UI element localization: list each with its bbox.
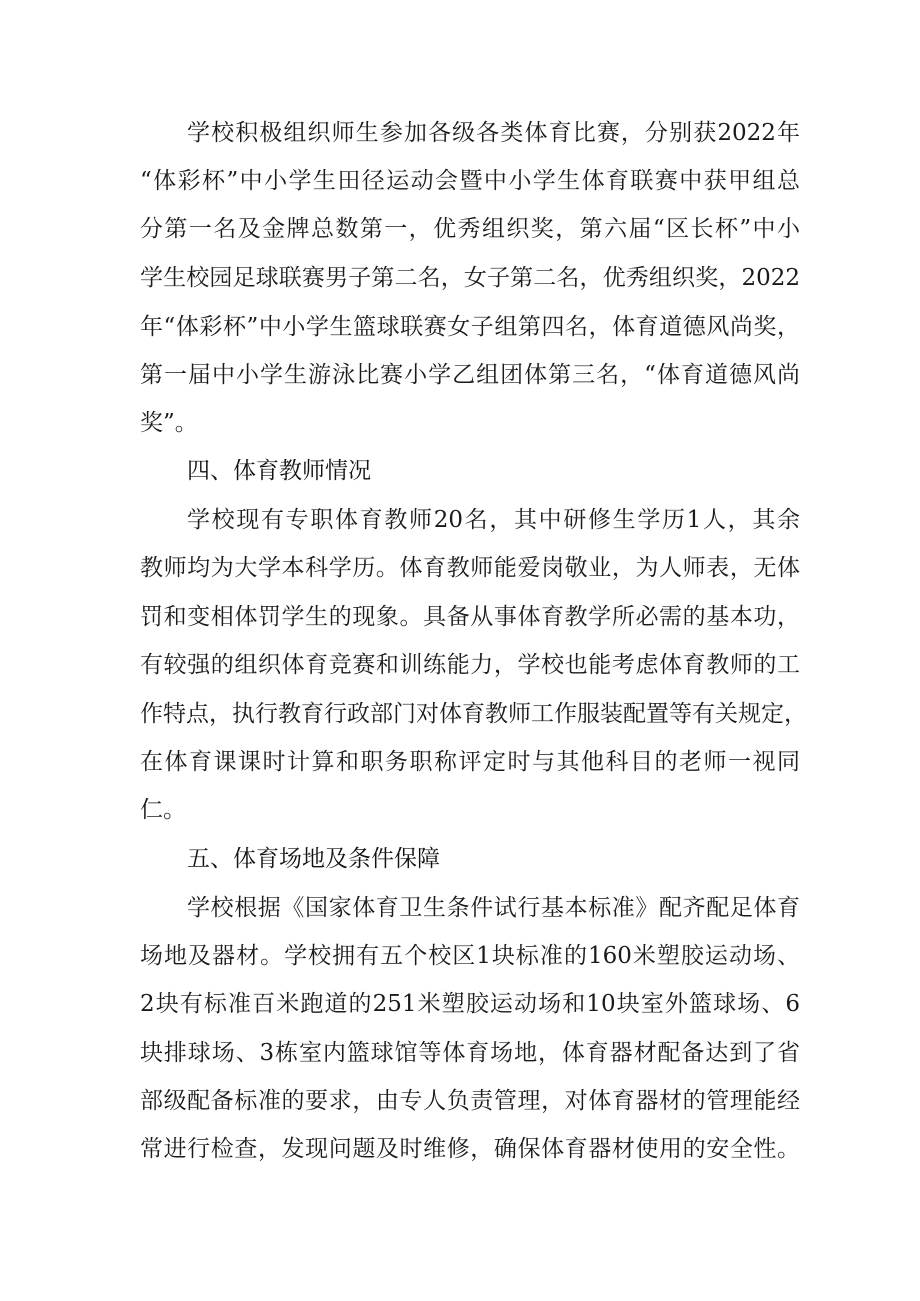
- paragraph-line: 场地及器材。学校拥有五个校区1块标准的160米塑胶运动场、: [140, 943, 800, 969]
- paragraph-line: 学生校园足球联赛男子第二名，女子第二名，优秀组织奖，2022: [140, 265, 800, 291]
- paragraph-line: 学校现有专职体育教师20名，其中研修生学历1人，其余: [187, 507, 800, 533]
- paragraph-line: 第一届中小学生游泳比赛小学乙组团体第三名，“体育道德风尚: [140, 362, 800, 388]
- paragraph-line: 2块有标准百米跑道的251米塑胶运动场和10块室外篮球场、6: [140, 991, 800, 1017]
- paragraph-line: 年“体彩杯”中小学生篮球联赛女子组第四名，体育道德风尚奖，: [140, 314, 800, 340]
- paragraph-line: 学校根据《国家体育卫生条件试行基本标准》配齐配足体育: [187, 895, 800, 921]
- paragraph-line: 块排球场、3栋室内篮球馆等体育场地，体育器材配备达到了省: [140, 1040, 800, 1066]
- paragraph-line: 罚和变相体罚学生的现象。具备从事体育教学所必需的基本功，: [140, 604, 800, 630]
- paragraph-line: “体彩杯”中小学生田径运动会暨中小学生体育联赛中获甲组总: [140, 168, 800, 194]
- section-heading: 四、体育教师情况: [187, 458, 371, 484]
- paragraph-line: 常进行检查，发现问题及时维修，确保体育器材使用的安全性。: [140, 1136, 800, 1162]
- paragraph-line: 有较强的组织体育竞赛和训练能力，学校也能考虑体育教师的工: [140, 652, 800, 678]
- paragraph-line: 作特点，执行教育行政部门对体育教师工作服装配置等有关规定，: [140, 701, 807, 727]
- section-heading: 五、体育场地及条件保障: [187, 846, 440, 872]
- paragraph-line: 教师均为大学本科学历。体育教师能爱岗敬业，为人师表，无体: [140, 555, 800, 581]
- paragraph-line: 在体育课课时计算和职务职称评定时与其他科目的老师一视同: [140, 749, 800, 775]
- paragraph-line: 奖”。: [140, 410, 198, 436]
- paragraph-line: 部级配备标准的要求，由专人负责管理，对体育器材的管理能经: [140, 1088, 800, 1114]
- paragraph-line: 仁。: [140, 797, 186, 823]
- paragraph-line: 学校积极组织师生参加各级各类体育比赛，分别获2022年: [187, 120, 800, 146]
- paragraph-line: 分第一名及金牌总数第一，优秀组织奖，第六届“区长杯”中小: [140, 216, 800, 242]
